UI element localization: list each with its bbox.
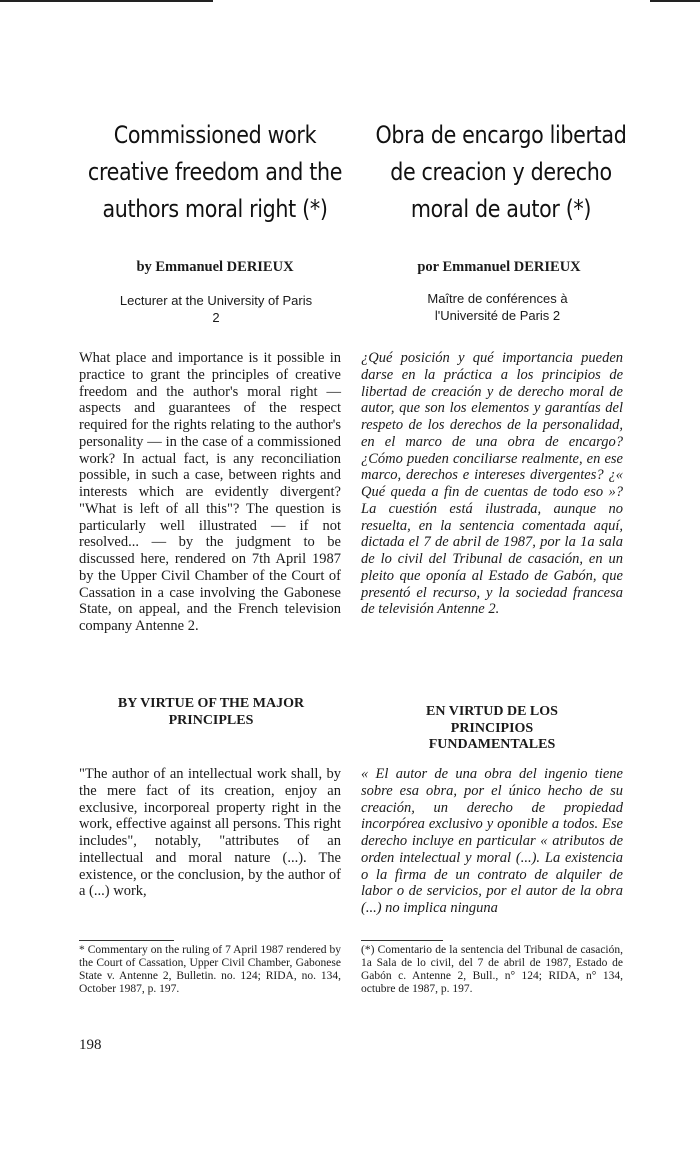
footnote-en: * Commentary on the ruling of 7 April 1987 rendered by the Court of Cassation, Upper Civil Chamber, Gabonese State v. Antenne 2, Bulletin. no. 124; RIDA, no. 134, October 1987, p. 197. (79, 944, 341, 995)
section-heading-en: BY VIRTUE OF THE MAJOR PRINCIPLES (117, 696, 305, 728)
body-paragraph-es: « El autor de una obra del ingenio tiene sobre esa obra, por el único hecho de su creación, un derecho de propiedad incorpórea exclusivo y oponible a todos. Ese derecho incluye en particular « atributos de orden intelectual y moral (...). La existencia o la firma de un contrato de alquiler de labor o de servicios, por el autor de la obra (...) no implica ninguna (361, 766, 623, 916)
author-byline-en: by Emmanuel DERIEUX (136, 259, 294, 275)
article-title-es: Obra de encargo libertad de creacion y derecho moral de autor (*) (375, 121, 627, 223)
footnote-es: (*) Comentario de la sentencia del Tribunal de casación, 1a Sala de lo civil, del 7 de abril de 1987, Estado de Gabón c. Antenne 2, Bull., n° 124; RIDA, n° 134, octubre de 1987, p. 197. (361, 944, 623, 995)
article-title-en: Commissioned work creative freedom and the authors moral right (*) (87, 121, 343, 223)
intro-paragraph-en: What place and importance is it possible in practice to grant the principles of creative freedom and the author's moral right — aspects and guarantees of the respect required for the rights relating to the author's personality — in the case of a commissioned work? In actual fact, is any reconciliation possible, in such a case, between rights and interests which are evidently divergent? "What is left of all this"? The question is particularly well illustrated — if not resolved... — by the judgment to be discussed here, rendered on 7th April 1987 by the Upper Civil Chamber of the Court of Cassation in a case involving the Gabonese State, on appeal, and the French television company Antenne 2. (79, 350, 341, 634)
footnote-rule-es (361, 940, 443, 941)
page-number: 198 (79, 1037, 102, 1053)
section-heading-es: EN VIRTUD DE LOS PRINCIPIOS FUNDAMENTALES (426, 704, 558, 752)
intro-paragraph-es: ¿Qué posición y qué importancia pueden darse en la práctica a los principios de libertad de creación y de derecho moral de autor, que son los elementos y garantías del respeto de los derechos de la personalidad, en el marco de una obra de encargo? ¿Cómo pueden conciliarse realmente, en ese marco, derechos e intereses divergentes? ¿« Qué queda a fin de cuentas de todo eso »? La cuestión está ilustrada, aunque no resuelta, en la sentencia comentada aquí, dictada el 7 de abril de 1987, por la 1a sala de lo civil del Tribunal de casación, en un pleito que oponía al Estado de Gabón, que presentó el recurso, y la sociedad francesa de televisión Antenne 2. (361, 350, 623, 618)
top-rule-right (650, 0, 700, 2)
footnote-rule-en (79, 940, 174, 941)
author-byline-es: por Emmanuel DERIEUX (417, 259, 581, 275)
top-rule-left (0, 0, 213, 2)
body-paragraph-en: "The author of an intellectual work shall, by the mere fact of its creation, enjoy an exclusive, incorporeal property right in the work, effective against all persons. This right includes", notably, "attributes of an intellectual and moral nature (...). The existence, or the conclusion, by the author of a (...) work, (79, 766, 342, 900)
author-affiliation-en: Lecturer at the University of Paris 2 (119, 293, 313, 325)
author-affiliation-es: Maître de conférences à l'Université de Paris 2 (427, 291, 568, 323)
